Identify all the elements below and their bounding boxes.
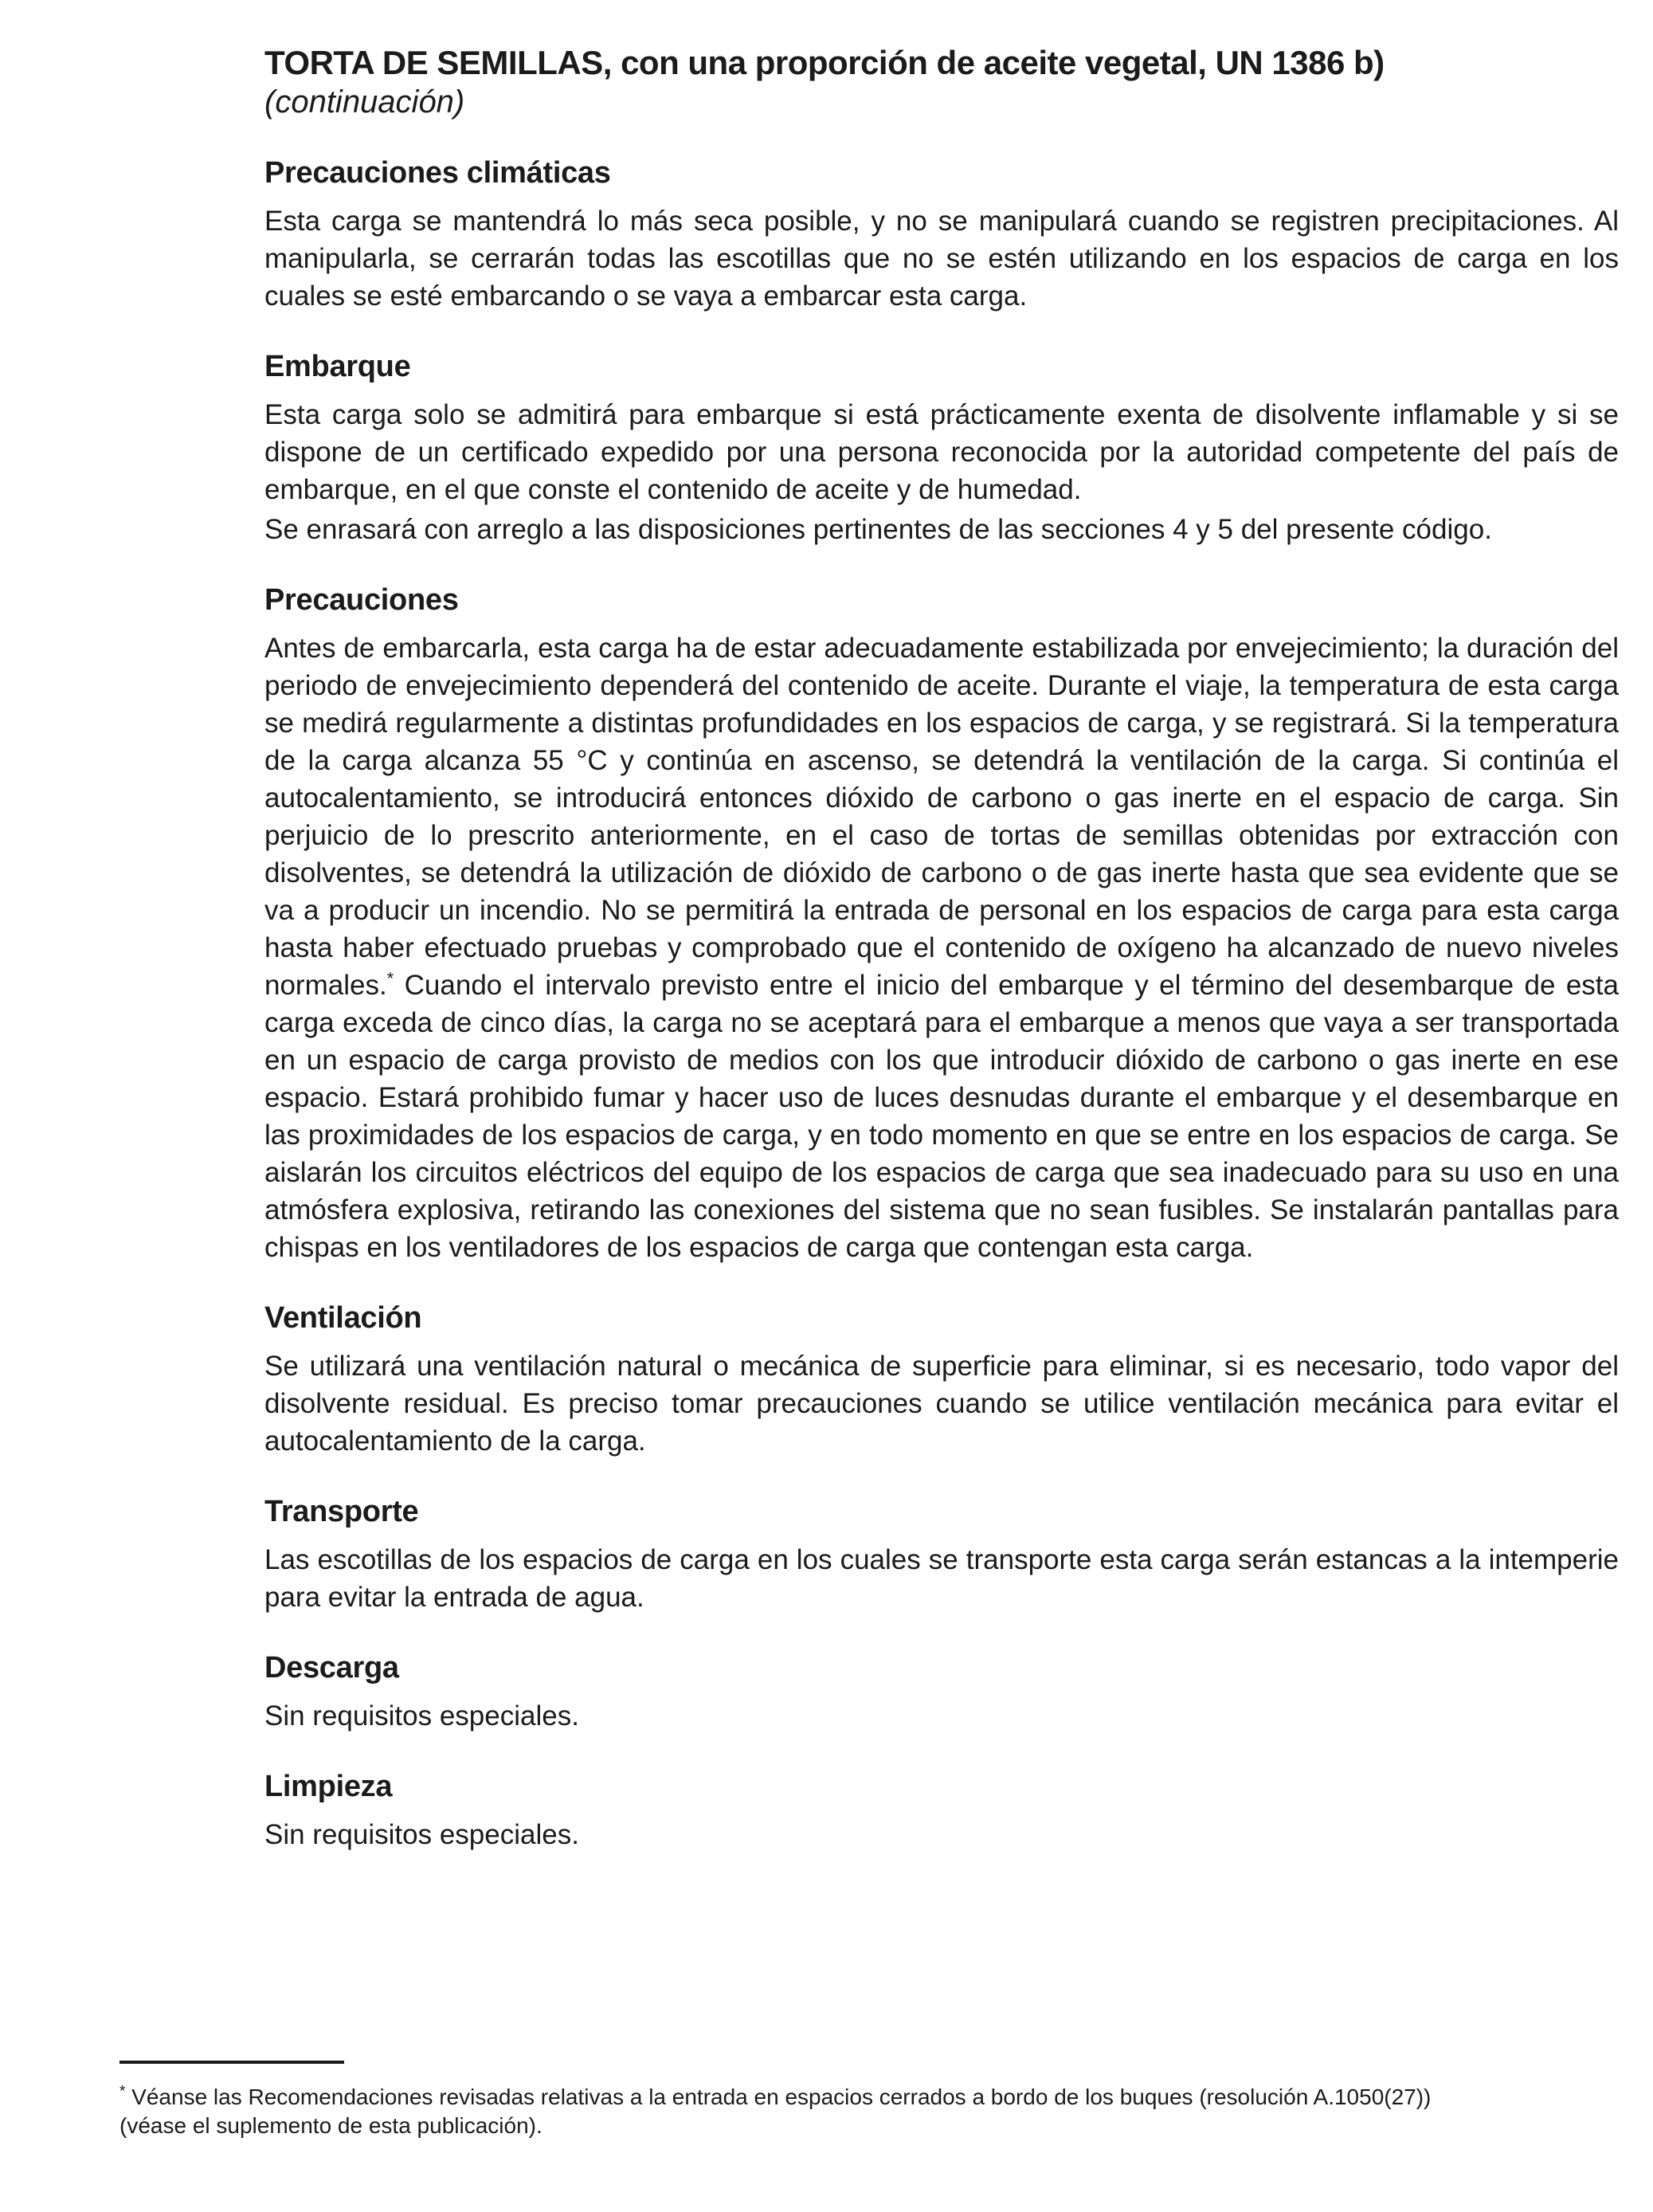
footnote-rule: [119, 2061, 344, 2064]
section-embarque: [264, 348, 1619, 548]
paragraph-limpieza: Sin requisitos especiales.: [264, 1819, 579, 1850]
section-heading-transporte: Transporte: [264, 1495, 419, 1528]
section-heading-embarque: Embarque: [264, 350, 411, 383]
paragraph-transporte: Las escotillas de los espacios de carga en los cuales se transporte esta carga serán estancas a la intemperie para evitar la entrada de agua.: [264, 1544, 1619, 1613]
section-precauciones: [264, 582, 1619, 1266]
section-heading-ventilacion: Ventilación: [264, 1301, 422, 1335]
paragraph-descarga: Sin requisitos especiales.: [264, 1700, 579, 1732]
paragraph-embarque-1: Esta carga solo se admitirá para embarque si está prácticamente exenta de disolvente inflamable y si se dispone de un certificado expedido por una persona reconocida por la autoridad competente del país de embarque, en el que conste el contenido de aceite y de humedad.: [264, 399, 1619, 505]
section-descarga: [264, 1649, 1619, 1735]
section-transporte: [264, 1493, 1619, 1616]
cargo-title: TORTA DE SEMILLAS, con una proporción de aceite vegetal, UN 1386 b): [264, 44, 1385, 81]
footnote-line-2: (véase el suplemento de esta publicación).: [119, 2113, 543, 2138]
section-heading-precauciones: Precauciones: [264, 583, 459, 617]
paragraph-ventilacion: Se utilizará una ventilación natural o mecánica de superficie para eliminar, si es necesario, todo vapor del disolvente residual. Es preciso tomar precauciones cuando se utilice ventilación mecánica para evitar el autocalentamiento de la carga.: [264, 1351, 1619, 1457]
section-precauciones-climaticas: [264, 155, 1619, 315]
section-heading-descarga: Descarga: [264, 1651, 399, 1684]
schedule-header: [264, 43, 1619, 121]
continuation-note: (continuación): [264, 84, 465, 120]
footnote: [119, 2061, 1630, 2140]
footnote-marker: *: [119, 2083, 126, 2100]
section-heading-precauciones-climaticas: Precauciones climáticas: [264, 156, 611, 190]
footnote-line-1: [119, 2083, 1630, 2112]
section-ventilacion: [264, 1300, 1619, 1460]
footnote-reference-marker: *: [386, 968, 394, 989]
footnote-text: Véanse las Recomendaciones revisadas relativas a la entrada en espacios cerrados a bordo de los buques (resolución A.1050(27)): [125, 2085, 1432, 2109]
paragraph-precauciones-part2: Cuando el intervalo previsto entre el inicio del embarque y el término del desembarque de esta carga exceda de cinco días, la carga no se aceptará para el embarque a menos que vaya a ser transportada en un espacio de carga provisto de medios con los que introducir dióxido de carbono o gas inerte en ese espacio. Estará prohibido fumar y hacer uso de luces desnudas durante el embarque y el desembarque en las proximidades de los espacios de carga, y en todo momento en que se entre en los espacios de carga. Se aislarán los circuitos eléctricos del equipo de los espacios de carga que sea inadecuado para su uso en una atmósfera explosiva, retirando las conexiones del sistema que no sean fusibles. Se instalarán pantallas para chispas en los ventiladores de los espacios de carga que contengan esta carga.: [264, 970, 1619, 1263]
paragraph-embarque-2: Se enrasará con arreglo a las disposiciones pertinentes de las secciones 4 y 5 del presente código.: [264, 514, 1492, 545]
paragraph-precauciones-climaticas: Esta carga se mantendrá lo más seca posible, y no se manipulará cuando se registren precipitaciones. Al manipularla, se cerrarán todas las escotillas que no se estén utilizando en los espacios de carga en los cuales se esté embarcando o se vaya a embarcar esta carga.: [264, 206, 1619, 312]
section-heading-limpieza: Limpieza: [264, 1770, 393, 1803]
section-limpieza: [264, 1768, 1619, 1853]
paragraph-precauciones-part1: Antes de embarcarla, esta carga ha de estar adecuadamente estabilizada por envejecimiento; la duración del periodo de envejecimiento dependerá del contenido de aceite. Durante el viaje, la temperatura de esta carga se medirá regularmente a distintas profundidades en los espacios de carga, y se registrará. Si la temperatura de la carga alcanza 55 °C y continúa en ascenso, se detendrá la ventilación de la carga. Si continúa el autocalentamiento, se introducirá entonces dióxido de carbono o gas inerte en el espacio de carga. Sin perjuicio de lo prescrito anteriormente, en el caso de tortas de semillas obtenidas por extracción con disolventes, se detendrá la utilización de dióxido de carbono o de gas inerte hasta que sea evidente que se va a producir un incendio. No se permitirá la entrada de personal en los espacios de carga para esta carga hasta haber efectuado pruebas y comprobado que el contenido de oxígeno ha alcanzado de nuevo niveles normales.: [264, 633, 1619, 1001]
paragraph-precauciones: [264, 629, 1619, 1266]
cargo-schedule-content: [264, 43, 1619, 1853]
